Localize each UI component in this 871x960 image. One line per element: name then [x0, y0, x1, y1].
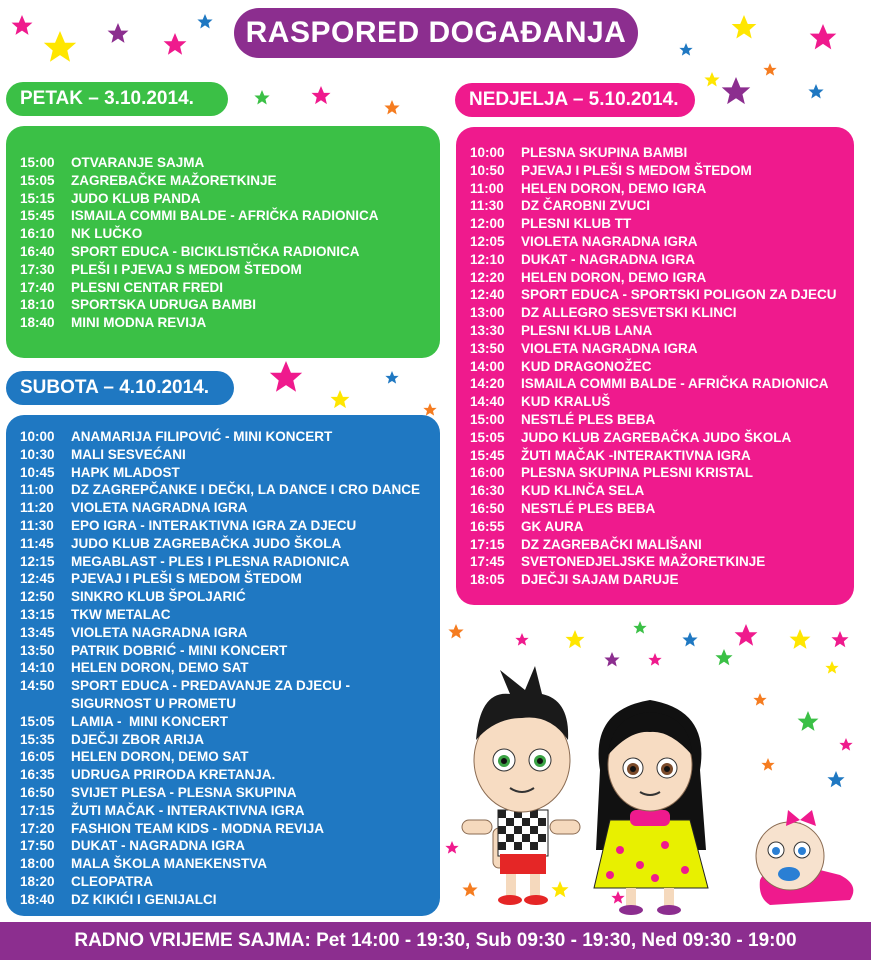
schedule-row: [20, 207, 440, 225]
schedule-row: [20, 642, 440, 660]
event-name: ISMAILA COMMI BALDE - AFRIČKA RADIONICA: [521, 376, 829, 392]
schedule-row: [20, 261, 440, 279]
event-time: 15:15: [20, 190, 55, 206]
schedule-row: [20, 837, 440, 855]
schedule-row: [20, 731, 440, 749]
schedule-row: [470, 518, 854, 536]
schedule-row: [20, 428, 440, 446]
event-name: SPORT EDUCA - BICIKLISTIČKA RADIONICA: [71, 243, 360, 259]
event-time: 13:00: [470, 305, 505, 321]
event-time: 16:10: [20, 226, 55, 242]
event-name: DJEČJI SAJAM DARUJE: [521, 572, 679, 588]
baby-figure: [756, 810, 853, 905]
event-name: GK AURA: [521, 518, 584, 534]
event-name: ISMAILA COMMI BALDE - AFRIČKA RADIONICA: [71, 208, 379, 224]
schedule-row: [20, 517, 440, 535]
event-name: DZ KIKIĆI I GENIJALCI: [71, 891, 217, 907]
boy-figure: [462, 666, 580, 905]
event-time: 13:45: [20, 624, 55, 640]
event-time: 17:15: [470, 536, 505, 552]
event-time: 15:00: [20, 155, 55, 170]
event-time: 15:05: [20, 172, 55, 188]
schedule-row: [20, 172, 440, 190]
event-name: TKW METALAC: [71, 606, 171, 622]
event-time: 11:20: [20, 500, 54, 516]
schedule-row: [20, 535, 440, 553]
event-time: [20, 695, 71, 713]
schedule-row: [20, 873, 440, 891]
schedule-row: [20, 279, 440, 297]
event-name: DUKAT - NAGRADNA IGRA: [71, 838, 245, 854]
friday-day-label: PETAK – 3.10.2014.: [6, 82, 228, 116]
event-name: PLESNA SKUPINA PLESNI KRISTAL: [521, 465, 754, 481]
event-name: MINI MODNA REVIJA: [71, 315, 207, 331]
event-name: KUD DRAGONOŽEC: [521, 358, 652, 374]
event-name: HELEN DORON, DEMO IGRA: [521, 180, 707, 196]
event-time: 16:35: [20, 767, 55, 783]
friday-schedule-panel: [6, 126, 440, 358]
event-time: 12:40: [470, 287, 505, 303]
schedule-row: [20, 570, 440, 588]
event-time: 15:05: [470, 429, 505, 445]
event-name: PATRIK DOBRIĆ - MINI KONCERT: [71, 642, 288, 658]
schedule-row: [470, 500, 854, 518]
schedule-row: [20, 624, 440, 642]
schedule-row: [20, 713, 440, 731]
event-name: PLESNI KLUB LANA: [521, 322, 653, 338]
event-time: 11:45: [20, 535, 54, 551]
event-time: 10:30: [20, 446, 55, 462]
schedule-row: [20, 553, 440, 571]
schedule-row: [470, 571, 854, 589]
event-name: MALI SESVEĆANI: [71, 446, 186, 462]
event-name: HAPK MLADOST: [71, 464, 180, 480]
schedule-row: [470, 322, 854, 340]
event-time: 17:15: [20, 802, 55, 818]
event-time: 10:45: [20, 464, 55, 480]
event-time: 18:05: [470, 572, 505, 588]
event-name: DZ ZAGREPČANKE I DEČKI, LA DANCE I CRO DANCE: [71, 482, 421, 498]
event-name: VIOLETA NAGRADNA IGRA: [521, 233, 698, 249]
event-name: VIOLETA NAGRADNA IGRA: [71, 624, 248, 640]
event-time: 18:40: [20, 891, 55, 907]
event-name: MALA ŠKOLA MANEKENSTVA: [71, 856, 267, 872]
event-name: EPO IGRA - INTERAKTIVNA IGRA ZA DJECU: [71, 517, 357, 533]
event-name: SPORTSKA UDRUGA BAMBI: [71, 297, 256, 313]
schedule-row: [470, 411, 854, 429]
event-name: PJEVAJ I PLEŠI S MEDOM ŠTEDOM: [521, 162, 752, 178]
event-name: JUDO KLUB PANDA: [71, 190, 201, 206]
event-name: PLESNI KLUB TT: [521, 216, 632, 232]
event-time: 13:15: [20, 606, 55, 622]
event-name: SVETONEDJELJSKE MAŽORETKINJE: [521, 554, 766, 570]
event-time: 14:40: [470, 394, 505, 410]
fair-opening-hours: RADNO VRIJEME SAJMA: Pet 14:00 - 19:30, Sub 09:30 - 19:30, Ned 09:30 - 19:00: [0, 922, 871, 960]
schedule-row: [470, 286, 854, 304]
schedule-row: [470, 447, 854, 465]
schedule-row: [20, 243, 440, 261]
schedule-row: [470, 482, 854, 500]
event-time: 12:15: [20, 553, 55, 569]
event-name: FASHION TEAM KIDS - MODNA REVIJA: [71, 820, 325, 836]
event-time: 11:30: [20, 517, 54, 533]
event-time: 16:40: [20, 243, 55, 259]
event-name: DUKAT - NAGRADNA IGRA: [521, 251, 695, 267]
saturday-day-label: SUBOTA – 4.10.2014.: [6, 371, 234, 405]
event-name: NK LUČKO: [71, 226, 143, 242]
schedule-row: [20, 820, 440, 838]
schedule-row: [20, 659, 440, 677]
event-name: PLESNI CENTAR FREDI: [71, 279, 224, 295]
sunday-schedule-panel: [456, 127, 854, 605]
event-name: UDRUGA PRIRODA KRETANJA.: [71, 767, 276, 783]
event-name: OTVARANJE SAJMA: [71, 155, 205, 170]
schedule-row: [470, 304, 854, 322]
schedule-row: [470, 233, 854, 251]
schedule-row: [470, 180, 854, 198]
schedule-row: [470, 536, 854, 554]
event-time: 12:00: [470, 216, 505, 232]
schedule-row: [470, 429, 854, 447]
event-time: 15:45: [470, 447, 505, 463]
event-time: 12:05: [470, 233, 505, 249]
children-illustration: [440, 660, 870, 922]
event-name: SPORT EDUCA - PREDAVANJE ZA DJECU -: [71, 678, 351, 694]
event-time: 13:50: [470, 340, 505, 356]
schedule-row: [470, 162, 854, 180]
schedule-row: [20, 677, 440, 695]
saturday-schedule-panel: [6, 415, 440, 916]
event-time: 16:05: [20, 749, 55, 765]
schedule-row: [20, 154, 440, 172]
schedule-row: [20, 314, 440, 332]
schedule-row: [470, 251, 854, 269]
event-name: DZ ČAROBNI ZVUCI: [521, 198, 650, 214]
event-name: DZ ALLEGRO SESVETSKI KLINCI: [521, 305, 737, 321]
event-name: VIOLETA NAGRADNA IGRA: [71, 500, 248, 516]
event-time: 17:30: [20, 261, 55, 277]
event-time: 12:20: [470, 269, 505, 285]
schedule-row: [470, 197, 854, 215]
event-time: 14:50: [20, 678, 55, 694]
schedule-row: [20, 748, 440, 766]
schedule-row: [20, 855, 440, 873]
event-time: 12:50: [20, 589, 55, 605]
schedule-row: [20, 481, 440, 499]
schedule-row: [470, 393, 854, 411]
event-name: PJEVAJ I PLEŠI S MEDOM ŠTEDOM: [71, 571, 302, 587]
event-time: 17:40: [20, 279, 55, 295]
event-name: SINKRO KLUB ŠPOLJARIĆ: [71, 589, 246, 605]
schedule-row: [20, 446, 440, 464]
schedule-row: [20, 225, 440, 243]
schedule-row: [470, 358, 854, 376]
event-name: HELEN DORON, DEMO IGRA: [521, 269, 707, 285]
schedule-row: [470, 144, 854, 162]
schedule-row: [470, 215, 854, 233]
event-time: 12:10: [470, 251, 505, 267]
event-name: CLEOPATRA: [71, 873, 153, 889]
schedule-row: [470, 553, 854, 571]
event-name: SVIJET PLESA - PLESNA SKUPINA: [71, 784, 297, 800]
event-name: SPORT EDUCA - SPORTSKI POLIGON ZA DJECU: [521, 287, 837, 303]
event-time: 15:00: [470, 411, 505, 427]
event-name: SIGURNOST U PROMETU: [71, 695, 237, 711]
event-time: 17:45: [470, 554, 505, 570]
event-name: NESTLÉ PLES BEBA: [521, 411, 656, 427]
event-name: JUDO KLUB ZAGREBAČKA JUDO ŠKOLA: [521, 429, 792, 445]
event-time: 10:00: [470, 145, 505, 160]
schedule-row: [20, 606, 440, 624]
schedule-row: [20, 891, 440, 909]
event-time: 14:00: [470, 358, 505, 374]
event-time: 18:20: [20, 873, 55, 889]
event-name: HELEN DORON, DEMO SAT: [71, 749, 249, 765]
event-time: 17:50: [20, 838, 55, 854]
event-time: 10:00: [20, 429, 55, 444]
event-name: DJEČJI ZBOR ARIJA: [71, 731, 205, 747]
event-name: DZ ZAGREBAČKI MALIŠANI: [521, 536, 702, 552]
schedule-row: [20, 499, 440, 517]
schedule-row: [20, 766, 440, 784]
event-time: 16:50: [20, 784, 55, 800]
event-name: KUD KLINČA SELA: [521, 483, 645, 499]
schedule-row: [20, 784, 440, 802]
event-time: 16:30: [470, 483, 505, 499]
sunday-day-label: NEDJELJA – 5.10.2014.: [455, 83, 695, 117]
event-name: ANAMARIJA FILIPOVIĆ - MINI KONCERT: [71, 429, 333, 444]
schedule-row: [20, 588, 440, 606]
event-time: 11:30: [470, 198, 504, 214]
schedule-row: [20, 464, 440, 482]
event-time: 10:50: [470, 162, 505, 178]
schedule-row: [20, 695, 440, 713]
event-time: 16:55: [470, 518, 505, 534]
event-time: 11:00: [20, 482, 54, 498]
event-time: 12:45: [20, 571, 55, 587]
schedule-row: [20, 802, 440, 820]
event-name: PLEŠI I PJEVAJ S MEDOM ŠTEDOM: [71, 261, 302, 277]
event-name: HELEN DORON, DEMO SAT: [71, 660, 249, 676]
schedule-row: [470, 269, 854, 287]
schedule-row: [470, 375, 854, 393]
event-time: 15:05: [20, 713, 55, 729]
event-time: 14:10: [20, 660, 55, 676]
event-name: KUD KRALUŠ: [521, 394, 611, 410]
event-name: JUDO KLUB ZAGREBAČKA JUDO ŠKOLA: [71, 535, 342, 551]
event-time: 13:30: [470, 322, 505, 338]
event-time: 18:40: [20, 315, 55, 331]
event-name: ŽUTI MAČAK -INTERAKTIVNA IGRA: [521, 447, 751, 463]
event-time: 14:20: [470, 376, 505, 392]
schedule-row: [470, 464, 854, 482]
event-name: ZAGREBAČKE MAŽORETKINJE: [71, 172, 277, 188]
schedule-row: [470, 340, 854, 358]
event-time: 16:00: [470, 465, 505, 481]
event-name: MEGABLAST - PLES I PLESNA RADIONICA: [71, 553, 350, 569]
event-time: 13:50: [20, 642, 55, 658]
event-time: 18:00: [20, 856, 55, 872]
event-time: 11:00: [470, 180, 504, 196]
event-name: ŽUTI MAČAK - INTERAKTIVNA IGRA: [71, 802, 305, 818]
event-time: 17:20: [20, 820, 55, 836]
event-name: VIOLETA NAGRADNA IGRA: [521, 340, 698, 356]
event-time: 15:35: [20, 731, 55, 747]
schedule-row: [20, 190, 440, 208]
event-name: NESTLÉ PLES BEBA: [521, 500, 656, 516]
event-time: 16:50: [470, 500, 505, 516]
schedule-row: [20, 296, 440, 314]
girl-figure: [594, 700, 708, 915]
event-name: LAMIA - MINI KONCERT: [71, 713, 228, 729]
event-time: 18:10: [20, 297, 55, 313]
event-name: PLESNA SKUPINA BAMBI: [521, 145, 688, 160]
event-time: 15:45: [20, 208, 55, 224]
page-title: RASPORED DOGAĐANJA: [234, 8, 638, 58]
